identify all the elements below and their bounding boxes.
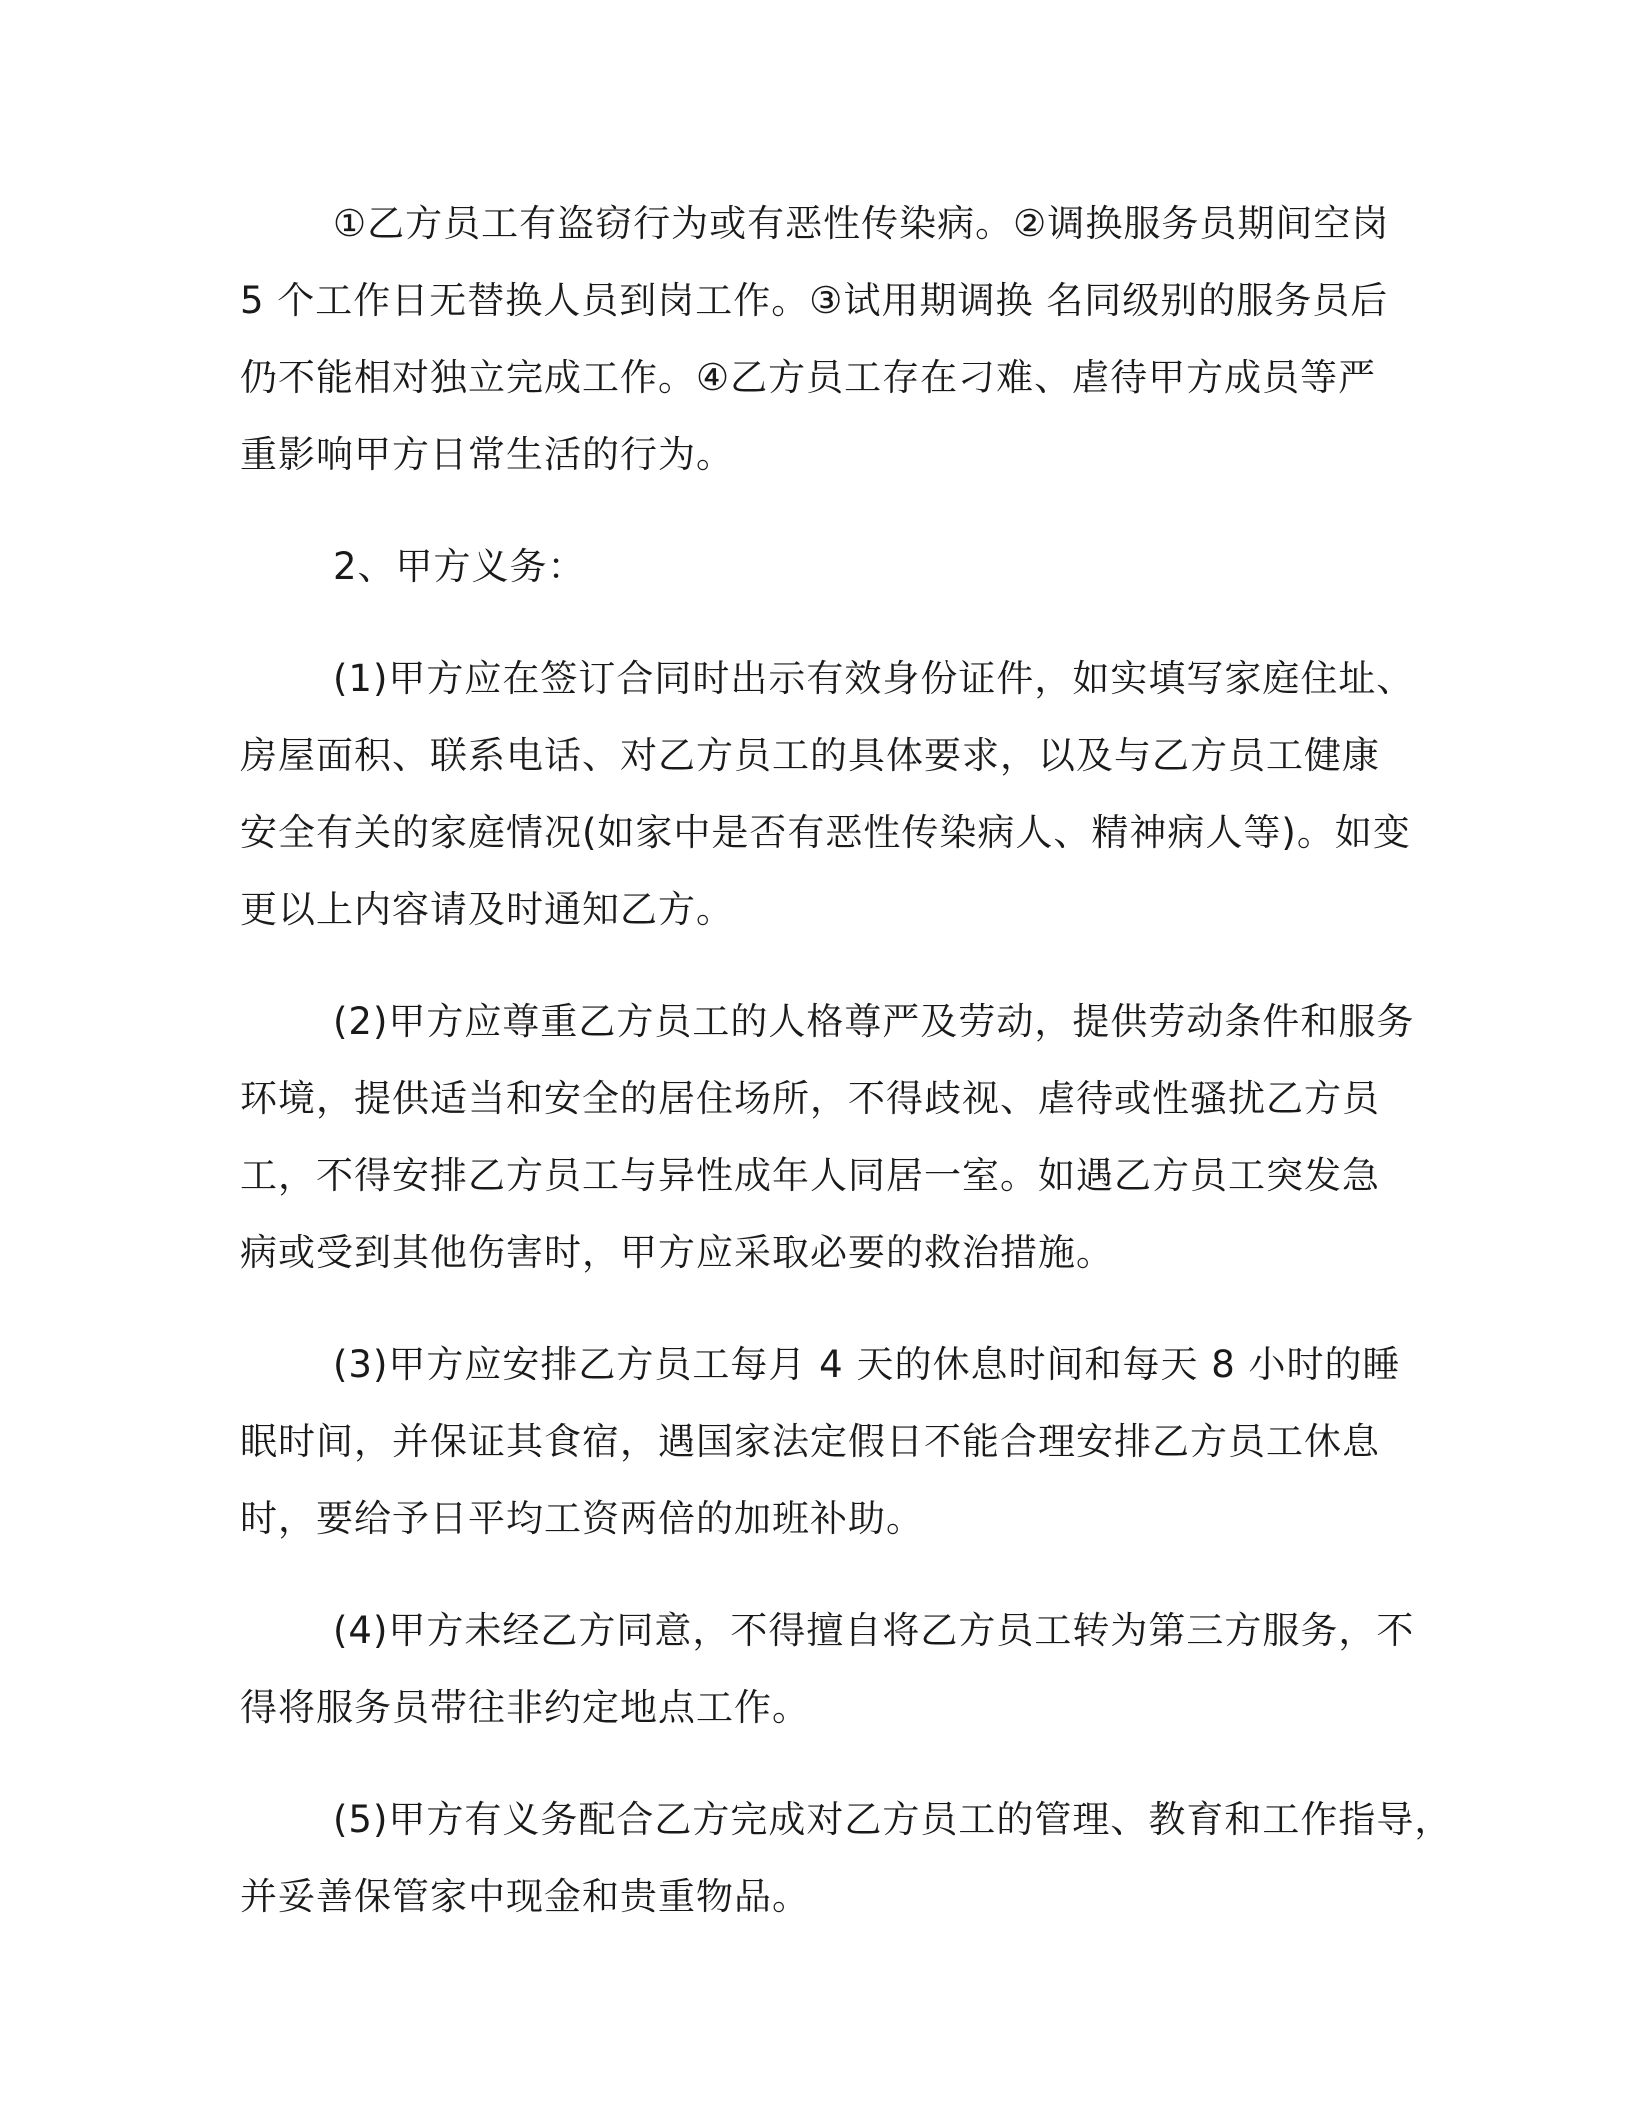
- paragraph-obligation-1: [240, 640, 1415, 948]
- text-line: (4)甲方未经乙方同意，不得擅自将乙方员工转为第三方服务，不: [333, 1609, 1415, 1652]
- text-line: ①乙方员工有盗窃行为或有恶性传染病。②调换服务员期间空岗: [333, 202, 1390, 245]
- text-line: (5)甲方有义务配合乙方完成对乙方员工的管理、教育和工作指导，: [333, 1798, 1453, 1841]
- text-line: (3)甲方应安排乙方员工每月 4 天的休息时间和每天 8 小时的睡: [333, 1343, 1401, 1386]
- paragraph-obligation-5: [240, 1781, 1453, 1935]
- section-heading-party-a-obligations: [240, 528, 1410, 605]
- text-line: 时，要给予日平均工资两倍的加班补助。: [240, 1497, 924, 1540]
- paragraph-obligation-3: [240, 1326, 1410, 1557]
- paragraph-obligation-2: [240, 983, 1415, 1291]
- paragraph-obligation-4: [240, 1592, 1415, 1746]
- text-line: 安全有关的家庭情况(如家中是否有恶性传染病人、精神病人等)。如变: [240, 811, 1411, 854]
- text-line: 工，不得安排乙方员工与异性成年人同居一室。如遇乙方员工突发急: [240, 1154, 1380, 1197]
- text-line: 得将服务员带往非约定地点工作。: [240, 1686, 810, 1729]
- text-line: 更以上内容请及时通知乙方。: [240, 888, 734, 931]
- text-line: (2)甲方应尊重乙方员工的人格尊严及劳动，提供劳动条件和服务: [333, 1000, 1415, 1043]
- text-line: 病或受到其他伤害时，甲方应采取必要的救治措施。: [240, 1231, 1114, 1274]
- text-line: 重影响甲方日常生活的行为。: [240, 433, 734, 476]
- text-line: 房屋面积、联系电话、对乙方员工的具体要求，以及与乙方员工健康: [240, 734, 1380, 777]
- text-line: 眠时间，并保证其食宿，遇国家法定假日不能合理安排乙方员工休息: [240, 1420, 1380, 1463]
- document-page: [240, 185, 1453, 1935]
- text-line: 并妥善保管家中现金和贵重物品。: [240, 1875, 810, 1918]
- paragraph-termination-conditions: [240, 185, 1410, 493]
- text-line: 环境，提供适当和安全的居住场所，不得歧视、虐待或性骚扰乙方员: [240, 1077, 1380, 1120]
- text-line: 2、甲方义务：: [333, 545, 586, 588]
- text-line: 仍不能相对独立完成工作。④乙方员工存在刁难、虐待甲方成员等严: [240, 356, 1377, 399]
- text-line: 5 个工作日无替换人员到岗工作。③试用期调换 名同级别的服务员后: [240, 279, 1389, 322]
- text-line: (1)甲方应在签订合同时出示有效身份证件，如实填写家庭住址、: [333, 657, 1415, 700]
